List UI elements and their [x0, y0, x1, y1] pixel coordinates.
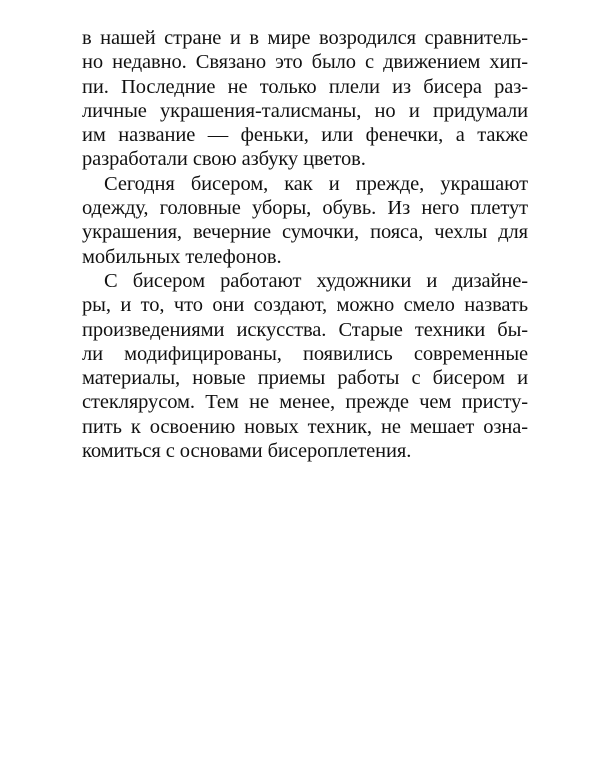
text-line: ры, и то, что они создают, можно смело назвать — [82, 294, 528, 317]
text-line: стеклярусом. Тем не менее, прежде чем присту- — [82, 391, 528, 414]
text-line: украшения, вечерние сумочки, пояса, чехлы для — [82, 221, 528, 244]
text-line: личные украшения-талисманы, но и придумали — [82, 99, 528, 122]
text-line: Сегодня бисером, как и прежде, украшают — [104, 172, 528, 195]
text-line: материалы, новые приемы работы с бисером и — [82, 367, 528, 390]
text-line: пи. Последние не только плели из бисера раз- — [82, 75, 528, 98]
text-line: пить к освоению новых техник, не мешает озна- — [82, 415, 528, 438]
text-line: мобильных телефонов. — [82, 245, 282, 268]
paragraph-3 — [82, 269, 528, 463]
text-line: им название — феньки, или фенечки, а также — [82, 124, 528, 147]
text-line: в нашей стране и в мире возродился сравнитель- — [82, 27, 528, 49]
text-line: комиться с основами бисероплетения. — [82, 440, 412, 463]
paragraph-1 — [82, 26, 528, 172]
text-line: С бисером работают художники и дизайне- — [104, 269, 528, 292]
paragraph-2 — [82, 172, 528, 269]
body-text — [82, 26, 528, 463]
text-line: но недавно. Связано это было с движением хип- — [82, 51, 528, 74]
text-line: одежду, головные уборы, обувь. Из него плетут — [82, 197, 528, 220]
text-line: произведениями искусства. Старые техники бы- — [82, 318, 528, 341]
text-line: разработали свою азбуку цветов. — [82, 148, 366, 171]
text-line: ли модифицированы, появились современные — [82, 342, 528, 365]
